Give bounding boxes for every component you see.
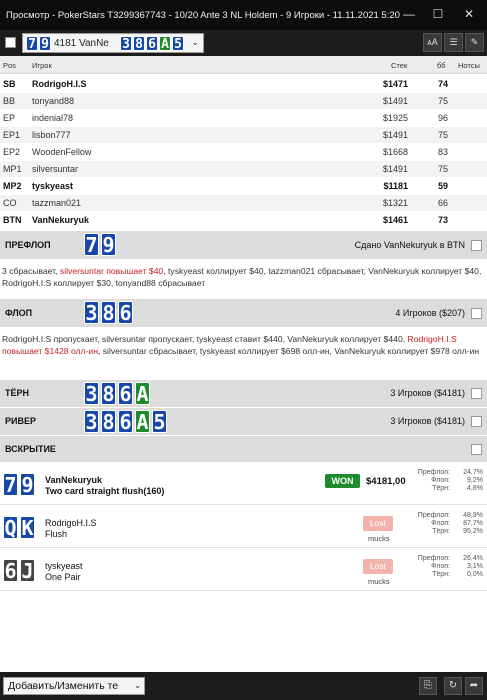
row-bb: 75	[437, 130, 448, 140]
row-pos: EP2	[3, 147, 21, 157]
row-bb: 74	[437, 79, 448, 89]
table-row[interactable]	[0, 161, 487, 177]
add-edit-label: Добавить/Изменить те	[8, 680, 119, 692]
street-checkbox[interactable]	[471, 416, 482, 427]
result-player: RodrigoH.I.S	[45, 518, 97, 528]
equity-label: Префлоп:	[417, 469, 450, 476]
street-card: 6	[119, 410, 132, 434]
section-turn	[0, 380, 487, 407]
minimize-icon[interactable]: —	[403, 7, 415, 21]
street-card: A	[136, 410, 149, 434]
row-player: VanNekuryuk	[32, 215, 90, 225]
street-card: 8	[102, 382, 115, 406]
row-bb: 59	[437, 181, 448, 191]
window-title: Просмотр - PokerStars T3299367743 - 10/20 Ante 3 NL Holdem - 9 Игроки - 11.11.2021 5:20	[6, 10, 400, 21]
street-card: 3	[85, 301, 98, 325]
row-player: silversuntar	[32, 164, 79, 174]
row-stack: $1925	[382, 113, 408, 123]
result-hand: Flush	[45, 529, 68, 539]
equity-block	[408, 555, 483, 579]
hand-label: 4181 VanNe	[54, 38, 109, 49]
street-card: 7	[85, 233, 98, 257]
result-hand: Two card straight flush(160)	[45, 486, 165, 496]
row-stack: $1461	[382, 215, 408, 225]
mucks-label: mucks	[368, 534, 390, 543]
equity-label: Флоп:	[431, 520, 450, 527]
equity-label: Префлоп:	[417, 555, 450, 562]
equity-label: Флоп:	[431, 477, 450, 484]
col-player[interactable]: Игрок	[32, 61, 52, 70]
table-row[interactable]	[0, 76, 487, 92]
equity-value: 87,7%	[463, 520, 483, 527]
hand-selector[interactable]	[22, 33, 204, 53]
hole-card: 9	[39, 36, 51, 51]
equity-value: 48,9%	[463, 512, 483, 519]
row-stack: $1471	[382, 79, 408, 89]
won-badge: WON	[325, 474, 360, 488]
row-player: tonyand88	[32, 96, 75, 106]
table-row[interactable]	[0, 212, 487, 228]
equity-block	[408, 512, 483, 536]
preflop-actions	[2, 265, 482, 289]
result-row[interactable]	[0, 549, 487, 591]
board-card: 5	[172, 36, 184, 51]
street-info: 4 Игроков ($207)	[395, 308, 465, 318]
table-row[interactable]	[0, 178, 487, 194]
row-stack: $1321	[382, 198, 408, 208]
result-row[interactable]	[0, 506, 487, 548]
title-bar	[0, 0, 487, 30]
row-player: tyskyeast	[32, 181, 74, 191]
section-preflop	[0, 231, 487, 259]
hole-card: 6	[4, 559, 17, 583]
street-checkbox[interactable]	[471, 388, 482, 399]
close-icon[interactable]: ✕	[463, 7, 475, 21]
select-checkbox[interactable]	[5, 37, 16, 48]
maximize-icon[interactable]: ☐	[432, 7, 444, 21]
hole-card: 9	[21, 473, 34, 497]
equity-value: 4,8%	[467, 485, 483, 492]
add-edit-tag-dropdown[interactable]	[3, 677, 145, 695]
street-card: 6	[119, 301, 132, 325]
row-bb: 96	[437, 113, 448, 123]
row-player: WoodenFellow	[32, 147, 92, 157]
row-pos: BTN	[3, 215, 22, 225]
chevron-down-icon: ⌄	[131, 681, 141, 690]
section-showdown	[0, 436, 487, 462]
bottom-bar	[0, 672, 487, 700]
action-text-raise: silversuntar повышает $40	[59, 266, 164, 276]
result-hand: One Pair	[45, 572, 81, 582]
street-info: 3 Игроков ($4181)	[390, 388, 465, 398]
lost-badge: Lost	[363, 516, 393, 531]
refresh-icon[interactable]: ↻	[444, 677, 462, 695]
street-label: ПРЕФЛОП	[5, 240, 51, 250]
result-row[interactable]	[0, 463, 487, 505]
col-bb[interactable]: бб	[437, 61, 446, 70]
mucks-label: mucks	[368, 577, 390, 586]
hole-card: J	[21, 559, 34, 583]
row-pos: EP1	[3, 130, 21, 140]
street-info: Сдано VanNekuryuk в BTN	[354, 240, 465, 250]
street-checkbox[interactable]	[471, 240, 482, 251]
forward-icon[interactable]: ➦	[465, 677, 483, 695]
col-stack[interactable]: Стек	[391, 61, 408, 70]
row-player: tazzman021	[32, 198, 82, 208]
street-card: 8	[102, 410, 115, 434]
row-bb: 83	[437, 147, 448, 157]
row-bb: 75	[437, 164, 448, 174]
street-label: РИВЕР	[5, 416, 36, 426]
equity-label: Тёрн:	[432, 528, 450, 535]
table-row[interactable]	[0, 93, 487, 109]
row-player: RodrigoH.I.S	[32, 79, 87, 89]
hole-card: 7	[4, 473, 17, 497]
row-player: lisbon777	[32, 130, 71, 140]
row-bb: 66	[437, 198, 448, 208]
equity-label: Префлоп:	[417, 512, 450, 519]
row-pos: EP	[3, 113, 16, 123]
row-pos: MP2	[3, 181, 22, 191]
col-pos[interactable]: Pos	[3, 61, 16, 70]
section-flop	[0, 299, 487, 327]
table-row[interactable]	[0, 110, 487, 126]
list-icon[interactable]: ☰	[444, 33, 463, 52]
equity-value: 95,2%	[463, 528, 483, 535]
toolbar	[0, 30, 487, 56]
board-card: 8	[133, 36, 145, 51]
street-card: 6	[119, 382, 132, 406]
section-river	[0, 408, 487, 435]
copy-icon[interactable]: ⎘	[419, 677, 437, 695]
equity-value: 3,1%	[467, 563, 483, 570]
equity-label: Флоп:	[431, 563, 450, 570]
row-pos: MP1	[3, 164, 22, 174]
row-player: indenial78	[32, 113, 74, 123]
street-card: A	[136, 382, 149, 406]
col-notes[interactable]: Нотсы	[458, 61, 480, 70]
equity-label: Тёрн:	[432, 571, 450, 578]
street-card: 9	[102, 233, 115, 257]
board-card: 3	[120, 36, 132, 51]
table-row[interactable]	[0, 195, 487, 211]
row-stack: $1491	[382, 96, 408, 106]
row-bb: 73	[437, 215, 448, 225]
row-pos: CO	[3, 198, 17, 208]
action-text-raise: RodrigoH.I.S повышает $1428 олл-ин	[2, 334, 457, 356]
street-label: ВСКРЫТИЕ	[5, 444, 56, 454]
won-amount: $4181,00	[366, 476, 406, 487]
row-bb: 75	[437, 96, 448, 106]
action-text: RodrigoH.I.S пропускает, silversuntar пропускает, tyskyeast ставит $440, VanNekuryuk коллирует $440,	[2, 334, 408, 344]
pencil-icon[interactable]: ✎	[465, 33, 484, 52]
table-row[interactable]	[0, 144, 487, 160]
street-checkbox[interactable]	[471, 444, 482, 455]
board-card: A	[159, 36, 171, 51]
action-text: , tyskyeast коллирует $40, tazzman021 сбрасывает, VanNekuryuk коллирует $40, RodrigoH.I.S коллирует $30, tonyand88 сбрасывает	[2, 266, 482, 288]
row-stack: $1668	[382, 147, 408, 157]
street-label: ТЁРН	[5, 388, 30, 398]
equity-label: Тёрн:	[432, 485, 450, 492]
table-row[interactable]	[0, 127, 487, 143]
font-size-icon[interactable]: ᴀA	[423, 33, 442, 52]
equity-block	[408, 469, 483, 493]
lost-badge: Lost	[363, 559, 393, 574]
equity-value: 26,4%	[463, 555, 483, 562]
players-table-header	[0, 56, 487, 74]
street-card: 3	[85, 410, 98, 434]
equity-value: 9,2%	[467, 477, 483, 484]
equity-value: 24,7%	[463, 469, 483, 476]
row-pos: BB	[3, 96, 16, 106]
row-stack: $1491	[382, 130, 408, 140]
street-label: ФЛОП	[5, 308, 33, 318]
street-checkbox[interactable]	[471, 308, 482, 319]
street-card: 8	[102, 301, 115, 325]
row-stack: $1491	[382, 164, 408, 174]
hole-card: Q	[4, 516, 17, 540]
row-stack: $1181	[383, 181, 408, 191]
street-card: 5	[153, 410, 166, 434]
row-pos: SB	[3, 79, 16, 89]
street-info: 3 Игроков ($4181)	[390, 416, 465, 426]
street-card: 3	[85, 382, 98, 406]
result-player: tyskyeast	[45, 561, 83, 571]
hole-card: K	[21, 516, 34, 540]
action-text: , silversuntar сбрасывает, tyskyeast коллирует $698 олл-ин, VanNekuryuk коллирует $978 олл-ин	[97, 346, 480, 356]
equity-value: 0,0%	[467, 571, 483, 578]
chevron-down-icon: ⌄	[191, 37, 199, 47]
result-player: VanNekuryuk	[45, 475, 103, 485]
action-text: 3 сбрасывает,	[2, 266, 60, 276]
board-card: 6	[146, 36, 158, 51]
flop-actions	[2, 333, 482, 357]
hole-card: 7	[26, 36, 38, 51]
